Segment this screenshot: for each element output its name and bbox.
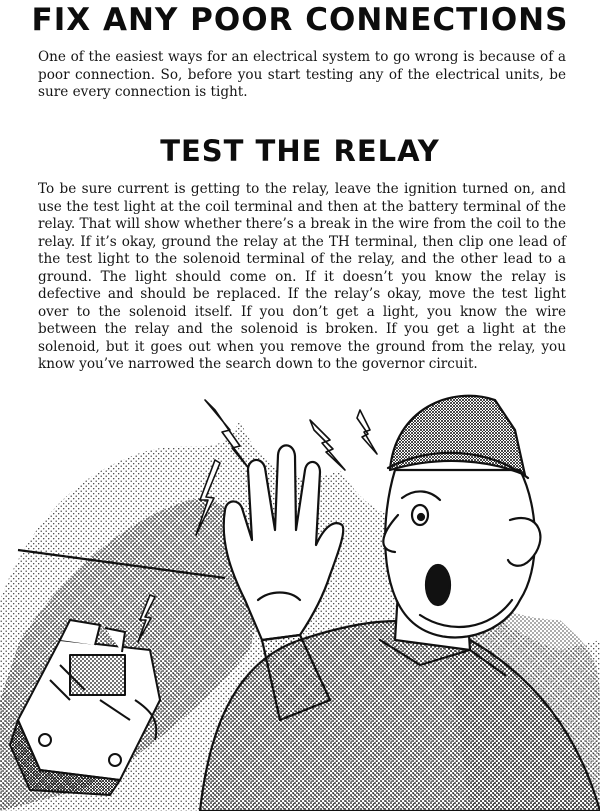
paragraph-test-relay: To be sure current is getting to the relay, leave the ignition turned on, and use the test light at the coil terminal and then at the battery terminal of the relay. That will show whether there’s a break in the wire from the coil to the relay. If it’s okay, ground the relay at the TH terminal, then clip one lead of the test light to the solenoid terminal of the relay, and the other lead to a ground. The light should come on. If it doesn’t you know the relay is defective and should be replaced. If the relay’s okay, move the test light over to the solenoid itself. If you don’t get a light, you know the wire between the relay and the solenoid is broken. If you get a light at the solenoid, but it goes out when you remove the ground from the relay, you know you’ve narrowed the search down to the governor circuit. — [38, 181, 566, 372]
heading-test-relay: TEST THE RELAY — [160, 134, 440, 168]
paragraph-fix-connections: One of the easiest ways for an electrical system to go wrong is because of a poor connection. So, before you start testing any of the electrical units, be sure every connection is tight. — [38, 49, 566, 100]
cartoon-illustration — [0, 380, 600, 811]
heading-fix-connections: FIX ANY POOR CONNECTIONS — [31, 2, 569, 38]
